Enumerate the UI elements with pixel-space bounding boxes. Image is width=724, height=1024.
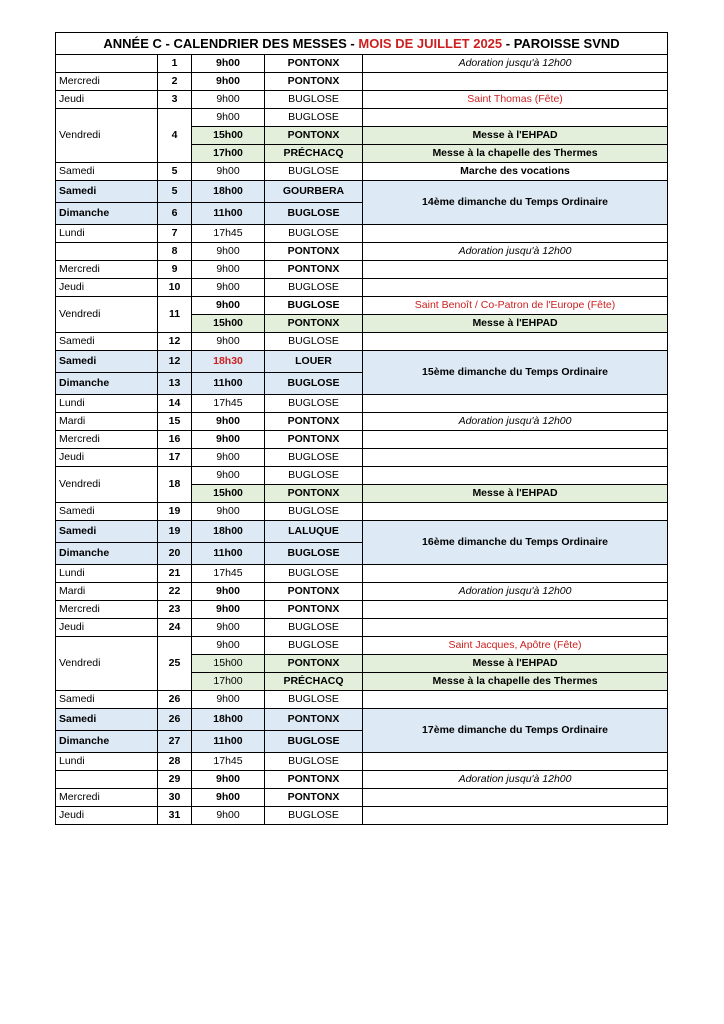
place-cell: PONTONX <box>265 413 363 431</box>
time-cell: 18h00 <box>192 181 265 203</box>
place-cell: PONTONX <box>265 583 363 601</box>
date-cell: 4 <box>158 109 192 163</box>
note-cell: Messe à l'EHPAD <box>363 315 668 333</box>
table-row <box>56 449 668 467</box>
date-cell: 23 <box>158 601 192 619</box>
time-cell: 9h00 <box>192 297 265 315</box>
table-row <box>56 279 668 297</box>
note-cell <box>363 73 668 91</box>
table-row <box>56 73 668 91</box>
sunday-title-cell: 17ème dimanche du Temps Ordinaire <box>363 709 668 753</box>
note-cell: Messe à la chapelle des Thermes <box>363 673 668 691</box>
table-row <box>56 619 668 637</box>
date-cell: 1 <box>158 55 192 73</box>
note-cell: Adoration jusqu'à 12h00 <box>363 583 668 601</box>
date-cell: 10 <box>158 279 192 297</box>
time-cell: 9h00 <box>192 261 265 279</box>
note-cell <box>363 109 668 127</box>
title-row <box>56 33 668 55</box>
day-cell: Jeudi <box>56 449 158 467</box>
day-cell: Samedi <box>56 163 158 181</box>
table-row <box>56 91 668 109</box>
note-cell <box>363 449 668 467</box>
place-cell: PRÉCHACQ <box>265 673 363 691</box>
day-cell: Jeudi <box>56 619 158 637</box>
time-cell: 18h00 <box>192 521 265 543</box>
day-cell: Mercredi <box>56 601 158 619</box>
table-row <box>56 583 668 601</box>
page-title <box>56 33 668 55</box>
time-cell: 9h00 <box>192 807 265 825</box>
day-cell: Lundi <box>56 565 158 583</box>
day-cell <box>56 55 158 73</box>
time-cell: 18h00 <box>192 709 265 731</box>
day-cell: Mercredi <box>56 73 158 91</box>
date-cell: 21 <box>158 565 192 583</box>
place-cell: PONTONX <box>265 771 363 789</box>
place-cell: PONTONX <box>265 261 363 279</box>
time-cell: 11h00 <box>192 203 265 225</box>
table-row <box>56 503 668 521</box>
day-cell: Samedi <box>56 521 158 543</box>
time-cell: 17h45 <box>192 753 265 771</box>
note-cell: Messe à l'EHPAD <box>363 655 668 673</box>
day-cell: Lundi <box>56 225 158 243</box>
note-cell: Marche des vocations <box>363 163 668 181</box>
day-cell: Samedi <box>56 351 158 373</box>
time-cell: 15h00 <box>192 655 265 673</box>
place-cell: PONTONX <box>265 431 363 449</box>
date-cell: 29 <box>158 771 192 789</box>
time-cell: 9h00 <box>192 279 265 297</box>
date-cell: 31 <box>158 807 192 825</box>
time-cell: 17h45 <box>192 395 265 413</box>
note-cell <box>363 467 668 485</box>
table-row <box>56 55 668 73</box>
time-cell: 15h00 <box>192 127 265 145</box>
time-cell: 9h00 <box>192 503 265 521</box>
time-cell: 15h00 <box>192 485 265 503</box>
date-cell: 11 <box>158 297 192 333</box>
day-cell: Jeudi <box>56 91 158 109</box>
time-cell: 9h00 <box>192 619 265 637</box>
place-cell: BUGLOSE <box>265 637 363 655</box>
time-cell: 9h00 <box>192 91 265 109</box>
place-cell: BUGLOSE <box>265 203 363 225</box>
date-cell: 7 <box>158 225 192 243</box>
day-cell: Lundi <box>56 753 158 771</box>
note-cell: Messe à l'EHPAD <box>363 127 668 145</box>
day-cell: Samedi <box>56 709 158 731</box>
place-cell: PRÉCHACQ <box>265 145 363 163</box>
day-cell: Dimanche <box>56 373 158 395</box>
day-cell <box>56 771 158 789</box>
place-cell: BUGLOSE <box>265 91 363 109</box>
date-cell: 18 <box>158 467 192 503</box>
place-cell: BUGLOSE <box>265 279 363 297</box>
place-cell: PONTONX <box>265 709 363 731</box>
table-row <box>56 163 668 181</box>
sunday-title-cell: 15ème dimanche du Temps Ordinaire <box>363 351 668 395</box>
time-cell: 9h00 <box>192 771 265 789</box>
date-cell: 6 <box>158 203 192 225</box>
place-cell: BUGLOSE <box>265 395 363 413</box>
time-cell: 17h00 <box>192 673 265 691</box>
table-row <box>56 225 668 243</box>
note-cell: Messe à l'EHPAD <box>363 485 668 503</box>
day-cell: Lundi <box>56 395 158 413</box>
day-cell: Vendredi <box>56 637 158 691</box>
date-cell: 26 <box>158 691 192 709</box>
day-cell: Vendredi <box>56 109 158 163</box>
table-row <box>56 297 668 315</box>
day-cell: Mercredi <box>56 431 158 449</box>
place-cell: BUGLOSE <box>265 297 363 315</box>
place-cell: PONTONX <box>265 601 363 619</box>
sunday-title-cell: 14ème dimanche du Temps Ordinaire <box>363 181 668 225</box>
note-cell: Messe à la chapelle des Thermes <box>363 145 668 163</box>
date-cell: 16 <box>158 431 192 449</box>
date-cell: 30 <box>158 789 192 807</box>
date-cell: 24 <box>158 619 192 637</box>
note-cell: Saint Jacques, Apôtre (Fête) <box>363 637 668 655</box>
day-cell <box>56 243 158 261</box>
time-cell: 9h00 <box>192 583 265 601</box>
place-cell: PONTONX <box>265 73 363 91</box>
place-cell: GOURBERA <box>265 181 363 203</box>
note-cell: Saint Benoît / Co-Patron de l'Europe (Fête) <box>363 297 668 315</box>
time-cell: 9h00 <box>192 637 265 655</box>
time-cell: 17h00 <box>192 145 265 163</box>
day-cell: Jeudi <box>56 279 158 297</box>
place-cell: PONTONX <box>265 789 363 807</box>
day-cell: Dimanche <box>56 731 158 753</box>
note-cell <box>363 789 668 807</box>
date-cell: 8 <box>158 243 192 261</box>
place-cell: BUGLOSE <box>265 163 363 181</box>
place-cell: BUGLOSE <box>265 807 363 825</box>
time-cell: 11h00 <box>192 373 265 395</box>
note-cell <box>363 431 668 449</box>
date-cell: 22 <box>158 583 192 601</box>
time-cell: 9h00 <box>192 431 265 449</box>
table-row <box>56 333 668 351</box>
table-row <box>56 753 668 771</box>
time-cell: 9h00 <box>192 109 265 127</box>
time-cell: 9h00 <box>192 333 265 351</box>
time-cell: 9h00 <box>192 449 265 467</box>
place-cell: LOUER <box>265 351 363 373</box>
date-cell: 2 <box>158 73 192 91</box>
note-cell <box>363 753 668 771</box>
note-cell <box>363 503 668 521</box>
place-cell: BUGLOSE <box>265 373 363 395</box>
place-cell: PONTONX <box>265 243 363 261</box>
time-cell: 9h00 <box>192 467 265 485</box>
time-cell: 18h30 <box>192 351 265 373</box>
place-cell: PONTONX <box>265 55 363 73</box>
time-cell: 9h00 <box>192 413 265 431</box>
table-row <box>56 181 668 203</box>
place-cell: PONTONX <box>265 655 363 673</box>
date-cell: 27 <box>158 731 192 753</box>
place-cell: BUGLOSE <box>265 565 363 583</box>
date-cell: 3 <box>158 91 192 109</box>
day-cell: Samedi <box>56 181 158 203</box>
day-cell: Mardi <box>56 583 158 601</box>
place-cell: PONTONX <box>265 485 363 503</box>
date-cell: 17 <box>158 449 192 467</box>
place-cell: BUGLOSE <box>265 753 363 771</box>
note-cell: Saint Thomas (Fête) <box>363 91 668 109</box>
table-row <box>56 395 668 413</box>
sunday-title-cell: 16ème dimanche du Temps Ordinaire <box>363 521 668 565</box>
day-cell: Vendredi <box>56 297 158 333</box>
note-cell: Adoration jusqu'à 12h00 <box>363 55 668 73</box>
note-cell <box>363 261 668 279</box>
time-cell: 9h00 <box>192 243 265 261</box>
time-cell: 9h00 <box>192 691 265 709</box>
place-cell: BUGLOSE <box>265 333 363 351</box>
place-cell: BUGLOSE <box>265 619 363 637</box>
date-cell: 14 <box>158 395 192 413</box>
date-cell: 5 <box>158 181 192 203</box>
place-cell: LALUQUE <box>265 521 363 543</box>
note-cell: Adoration jusqu'à 12h00 <box>363 771 668 789</box>
place-cell: PONTONX <box>265 127 363 145</box>
table-row <box>56 261 668 279</box>
place-cell: PONTONX <box>265 315 363 333</box>
table-row <box>56 109 668 127</box>
note-cell <box>363 225 668 243</box>
note-cell <box>363 279 668 297</box>
date-cell: 19 <box>158 521 192 543</box>
place-cell: BUGLOSE <box>265 691 363 709</box>
table-row <box>56 771 668 789</box>
note-cell <box>363 807 668 825</box>
day-cell: Samedi <box>56 691 158 709</box>
day-cell: Mercredi <box>56 261 158 279</box>
time-cell: 9h00 <box>192 55 265 73</box>
time-cell: 9h00 <box>192 789 265 807</box>
date-cell: 20 <box>158 543 192 565</box>
table-row <box>56 243 668 261</box>
time-cell: 9h00 <box>192 163 265 181</box>
day-cell: Dimanche <box>56 203 158 225</box>
date-cell: 19 <box>158 503 192 521</box>
title-part2: - PAROISSE SVND <box>502 36 620 51</box>
place-cell: BUGLOSE <box>265 449 363 467</box>
time-cell: 15h00 <box>192 315 265 333</box>
day-cell: Mercredi <box>56 789 158 807</box>
note-cell: Adoration jusqu'à 12h00 <box>363 413 668 431</box>
table-row <box>56 807 668 825</box>
note-cell <box>363 565 668 583</box>
date-cell: 15 <box>158 413 192 431</box>
date-cell: 9 <box>158 261 192 279</box>
place-cell: BUGLOSE <box>265 467 363 485</box>
place-cell: BUGLOSE <box>265 225 363 243</box>
date-cell: 5 <box>158 163 192 181</box>
place-cell: BUGLOSE <box>265 503 363 521</box>
day-cell: Jeudi <box>56 807 158 825</box>
date-cell: 12 <box>158 351 192 373</box>
place-cell: BUGLOSE <box>265 543 363 565</box>
table-row <box>56 467 668 485</box>
mass-calendar-table <box>55 32 668 825</box>
table-row <box>56 521 668 543</box>
day-cell: Vendredi <box>56 467 158 503</box>
day-cell: Samedi <box>56 333 158 351</box>
table-row <box>56 691 668 709</box>
title-month: MOIS DE JUILLET 2025 <box>358 36 503 51</box>
table-row <box>56 601 668 619</box>
time-cell: 9h00 <box>192 73 265 91</box>
table-row <box>56 637 668 655</box>
date-cell: 28 <box>158 753 192 771</box>
note-cell <box>363 333 668 351</box>
table-row <box>56 431 668 449</box>
time-cell: 9h00 <box>192 601 265 619</box>
day-cell: Samedi <box>56 503 158 521</box>
time-cell: 17h45 <box>192 565 265 583</box>
date-cell: 25 <box>158 637 192 691</box>
time-cell: 17h45 <box>192 225 265 243</box>
day-cell: Mardi <box>56 413 158 431</box>
note-cell <box>363 395 668 413</box>
note-cell: Adoration jusqu'à 12h00 <box>363 243 668 261</box>
time-cell: 11h00 <box>192 543 265 565</box>
note-cell <box>363 691 668 709</box>
place-cell: BUGLOSE <box>265 109 363 127</box>
date-cell: 13 <box>158 373 192 395</box>
table-row <box>56 413 668 431</box>
title-part1: ANNÉE C - CALENDRIER DES MESSES - <box>103 36 359 51</box>
date-cell: 12 <box>158 333 192 351</box>
day-cell: Dimanche <box>56 543 158 565</box>
table-row <box>56 351 668 373</box>
place-cell: BUGLOSE <box>265 731 363 753</box>
table-row <box>56 565 668 583</box>
table-row <box>56 789 668 807</box>
date-cell: 26 <box>158 709 192 731</box>
note-cell <box>363 619 668 637</box>
table-row <box>56 709 668 731</box>
time-cell: 11h00 <box>192 731 265 753</box>
note-cell <box>363 601 668 619</box>
